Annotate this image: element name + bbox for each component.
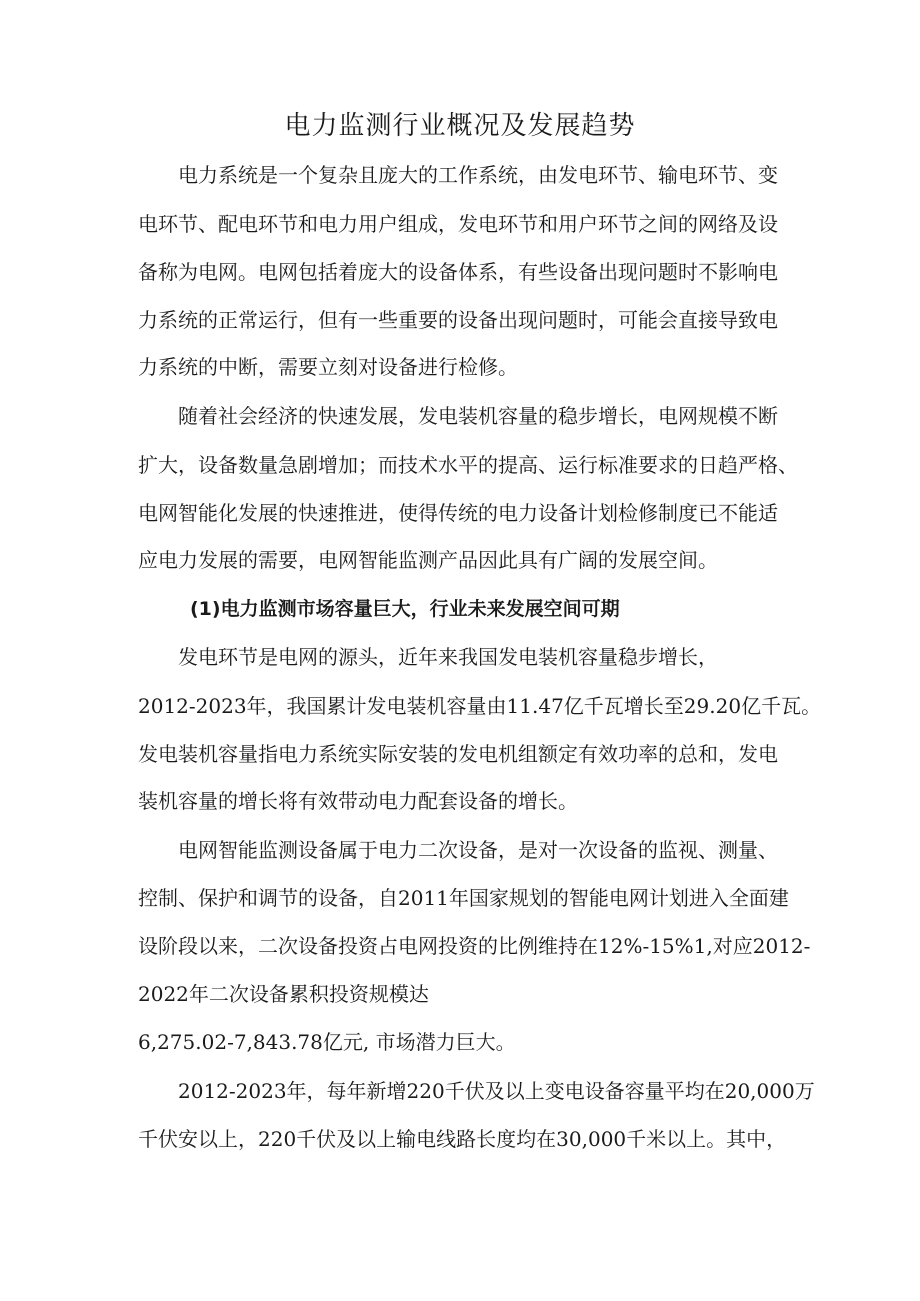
- paragraph-1-line-4: 力系统的正常运行，但有一些重要的设备出现问题时，可能会直接导致电: [138, 308, 778, 332]
- paragraph-2-line-3: 电网智能化发展的快速推进，使得传统的电力设备计划检修制度已不能适: [138, 501, 778, 525]
- paragraph-1-line-1: 电力系统是一个复杂且庞大的工作系统，由发电环节、输电环节、变: [178, 163, 778, 187]
- paragraph-2-line-1: 随着社会经济的快速发展，发电装机容量的稳步增长，电网规模不断: [178, 404, 778, 428]
- paragraph-1-line-2: 电环节、配电环节和电力用户组成，发电环节和用户环节之间的网络及设: [138, 212, 778, 236]
- paragraph-1-line-5: 力系统的中断，需要立刻对设备进行检修。: [138, 355, 518, 379]
- paragraph-5-line-1: 2012-2023年，每年新增220千伏及以上变电设备容量平均在20,000万: [178, 1079, 815, 1103]
- paragraph-5-line-2: 千伏安以上，220千伏及以上输电线路长度均在30,000千米以上。其中，: [138, 1127, 787, 1151]
- document-title: 电力监测行业概况及发展趋势: [284, 111, 636, 141]
- paragraph-3-line-1: 发电环节是电网的源头，近年来我国发电装机容量稳步增长，: [178, 645, 718, 669]
- paragraph-4-line-2: 控制、保护和调节的设备，自2011年国家规划的智能电网计划进入全面建: [138, 886, 789, 910]
- paragraph-4-line-4: 2022年二次设备累积投资规模达: [138, 982, 429, 1006]
- section-heading: (1)电力监测市场容量巨大，行业未来发展空间可期: [190, 598, 620, 620]
- paragraph-3-line-2: 2012-2023年，我国累计发电装机容量由11.47亿千瓦增长至29.20亿千瓦。: [138, 694, 822, 718]
- paragraph-3-line-4: 装机容量的增长将有效带动电力配套设备的增长。: [138, 789, 578, 813]
- paragraph-2-line-4: 应电力发展的需要，电网智能监测产品因此具有广阔的发展空间。: [138, 548, 718, 572]
- paragraph-3-line-3: 发电装机容量指电力系统实际安装的发电机组额定有效功率的总和，发电: [138, 742, 778, 766]
- paragraph-1-line-3: 备称为电网。电网包括着庞大的设备体系，有些设备出现问题时不影响电: [138, 260, 778, 284]
- paragraph-2-line-2: 扩大，设备数量急剧增加；而技术水平的提高、运行标准要求的日趋严格、: [138, 453, 798, 477]
- paragraph-4-line-1: 电网智能监测设备属于电力二次设备，是对一次设备的监视、测量、: [178, 838, 778, 862]
- paragraph-4-line-3: 设阶段以来，二次设备投资占电网投资的比例维持在12%-15%1,对应2012-: [138, 934, 811, 958]
- paragraph-4-line-5: 6,275.02-7,843.78亿元, 市场潜力巨大。: [138, 1030, 516, 1054]
